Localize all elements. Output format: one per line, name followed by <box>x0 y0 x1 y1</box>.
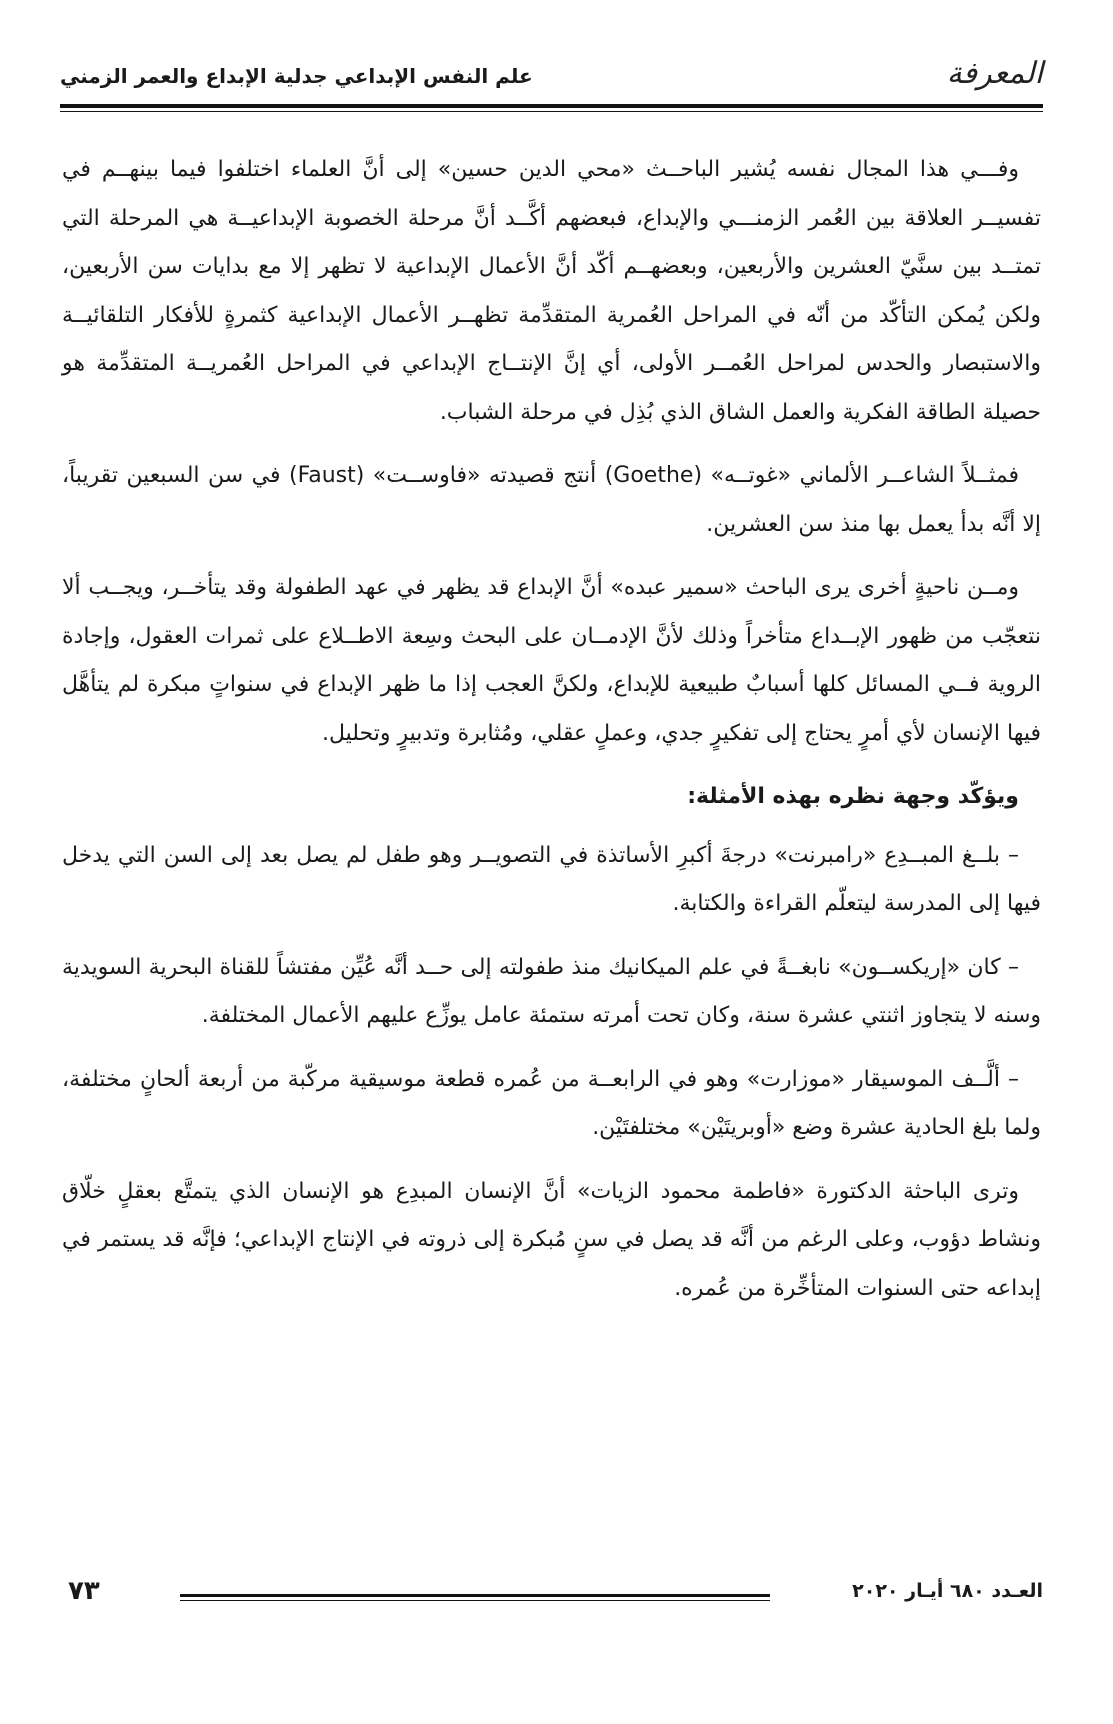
example-mozart: – ألَّــف الموسيقار «موزارت» وهو في الرابعــة من عُمره قطعة موسيقية مركّبة من أربعة ألحانٍ مختلفة، ولما بلغ الحادية عشرة وضع «أوبريتَيْن» مختلفتَيْن. <box>62 1066 1041 1140</box>
running-title: علم النفس الإبداعي جدلية الإبداع والعمر الزمني <box>60 64 533 88</box>
paragraph-3: ومــن ناحيةٍ أخرى يرى الباحث «سمير عبده» أنَّ الإبداع قد يظهر في عهد الطفولة وقد يتأخــر، ويجــب ألا نتعجّب من ظهور الإبــداع متأخراً وذلك لأنَّ الإدمــان على البحث وسِعة الاطــلاع على ثمرات العقول، وإجادة الروية فــي المسائل كلها أسبابٌ طبيعية للإبداع، ولكنَّ العجب إذا ما ظهر الإبداع في سنواتٍ مبكرة لم يتأهَّل فيها الإنسان لأي أمرٍ يحتاج إلى تفكيرٍ جدي، وعملٍ عقلي، ومُثابرة وتدبيرٍ وتحليل. <box>62 575 1041 746</box>
header-rule-thin <box>60 111 1043 112</box>
paragraph-2: فمثــلاً الشاعــر الألماني «غوتــه» (Goethe) أنتج قصيدته «فاوســت» (Faust) في سن السبعين تقريباً، إلا أنَّه بدأ يعمل بها منذ سن العشرين. <box>62 463 1041 537</box>
issue-label: العـدد ٦٨٠ أيـار ٢٠٢٠ <box>852 1580 1043 1602</box>
header-rule-thick <box>60 104 1043 108</box>
page-number: ٧٣ <box>68 1576 100 1606</box>
page-footer <box>60 1578 1043 1618</box>
journal-logo: المعرفة <box>946 56 1043 91</box>
example-ericsson: – كان «إريكســون» نابغــةً في علم الميكانيك منذ طفولته إلى حــد أنَّه عُيِّن مفتشاً للقناة البحرية السويدية وسنه لا يتجاوز اثنتي عشرة سنة، وكان تحت أمرته ستمئة عامل يوزِّع عليهم الأعمال المختلفة. <box>62 954 1041 1028</box>
example-rembrandt: – بلــغ المبــدِع «رامبرنت» درجةَ أكبرِ الأساتذة في التصويــر وهو طفل لم يصل بعد إلى السن التي يدخل فيها إلى المدرسة ليتعلّم القراءة والكتابة. <box>62 842 1041 916</box>
footer-rule-thick <box>180 1594 770 1597</box>
examples-heading: ويؤكّد وجهة نظره بهذه الأمثلة: <box>687 784 1019 809</box>
paragraph-1: وفـــي هذا المجال نفسه يُشير الباحــث «محي الدين حسين» إلى أنَّ العلماء اختلفوا فيما بينهــم في تفسيــر العلاقة بين العُمر الزمنـــي والإبداع، فبعضهم أكَّــد أنَّ مرحلة الخصوبة الإبداعيــة هي المرحلة التي تمتــد بين سنَّيّ العشرين والأربعين، وبعضهــم أكّد أنَّ الأعمال الإبداعية لا تظهر إلا مع بدايات سن الأربعين، ولكن يُمكن التأكّد من أنّه في المراحل العُمرية المتقدِّمة تظهــر الأعمال الإبداعية كثمرةٍ للأفكار التلقائيــة والاستبصار والحدس لمراحل العُمــر الأولى، أي إنَّ الإنتــاج الإبداعي في المراحل العُمريــة المتقدِّمة هو حصيلة الطاقة الفكرية والعمل الشاق الذي بُذِل في مرحلة الشباب. <box>62 157 1041 425</box>
article-body <box>62 146 1041 1328</box>
page-header <box>60 52 1043 102</box>
footer-rule-thin <box>180 1600 770 1601</box>
closing-paragraph: وترى الباحثة الدكتورة «فاطمة محمود الزيات» أنَّ الإنسان المبدِع هو الإنسان الذي يتمتَّع بعقلٍ خلّاق ونشاط دؤوب، وعلى الرغم من أنَّه قد يصل في سنٍ مُبكرة إلى ذروته في الإنتاج الإبداعي؛ فإنَّه قد يستمر في إبداعه حتى السنوات المتأخِّرة من عُمره. <box>62 1178 1041 1301</box>
